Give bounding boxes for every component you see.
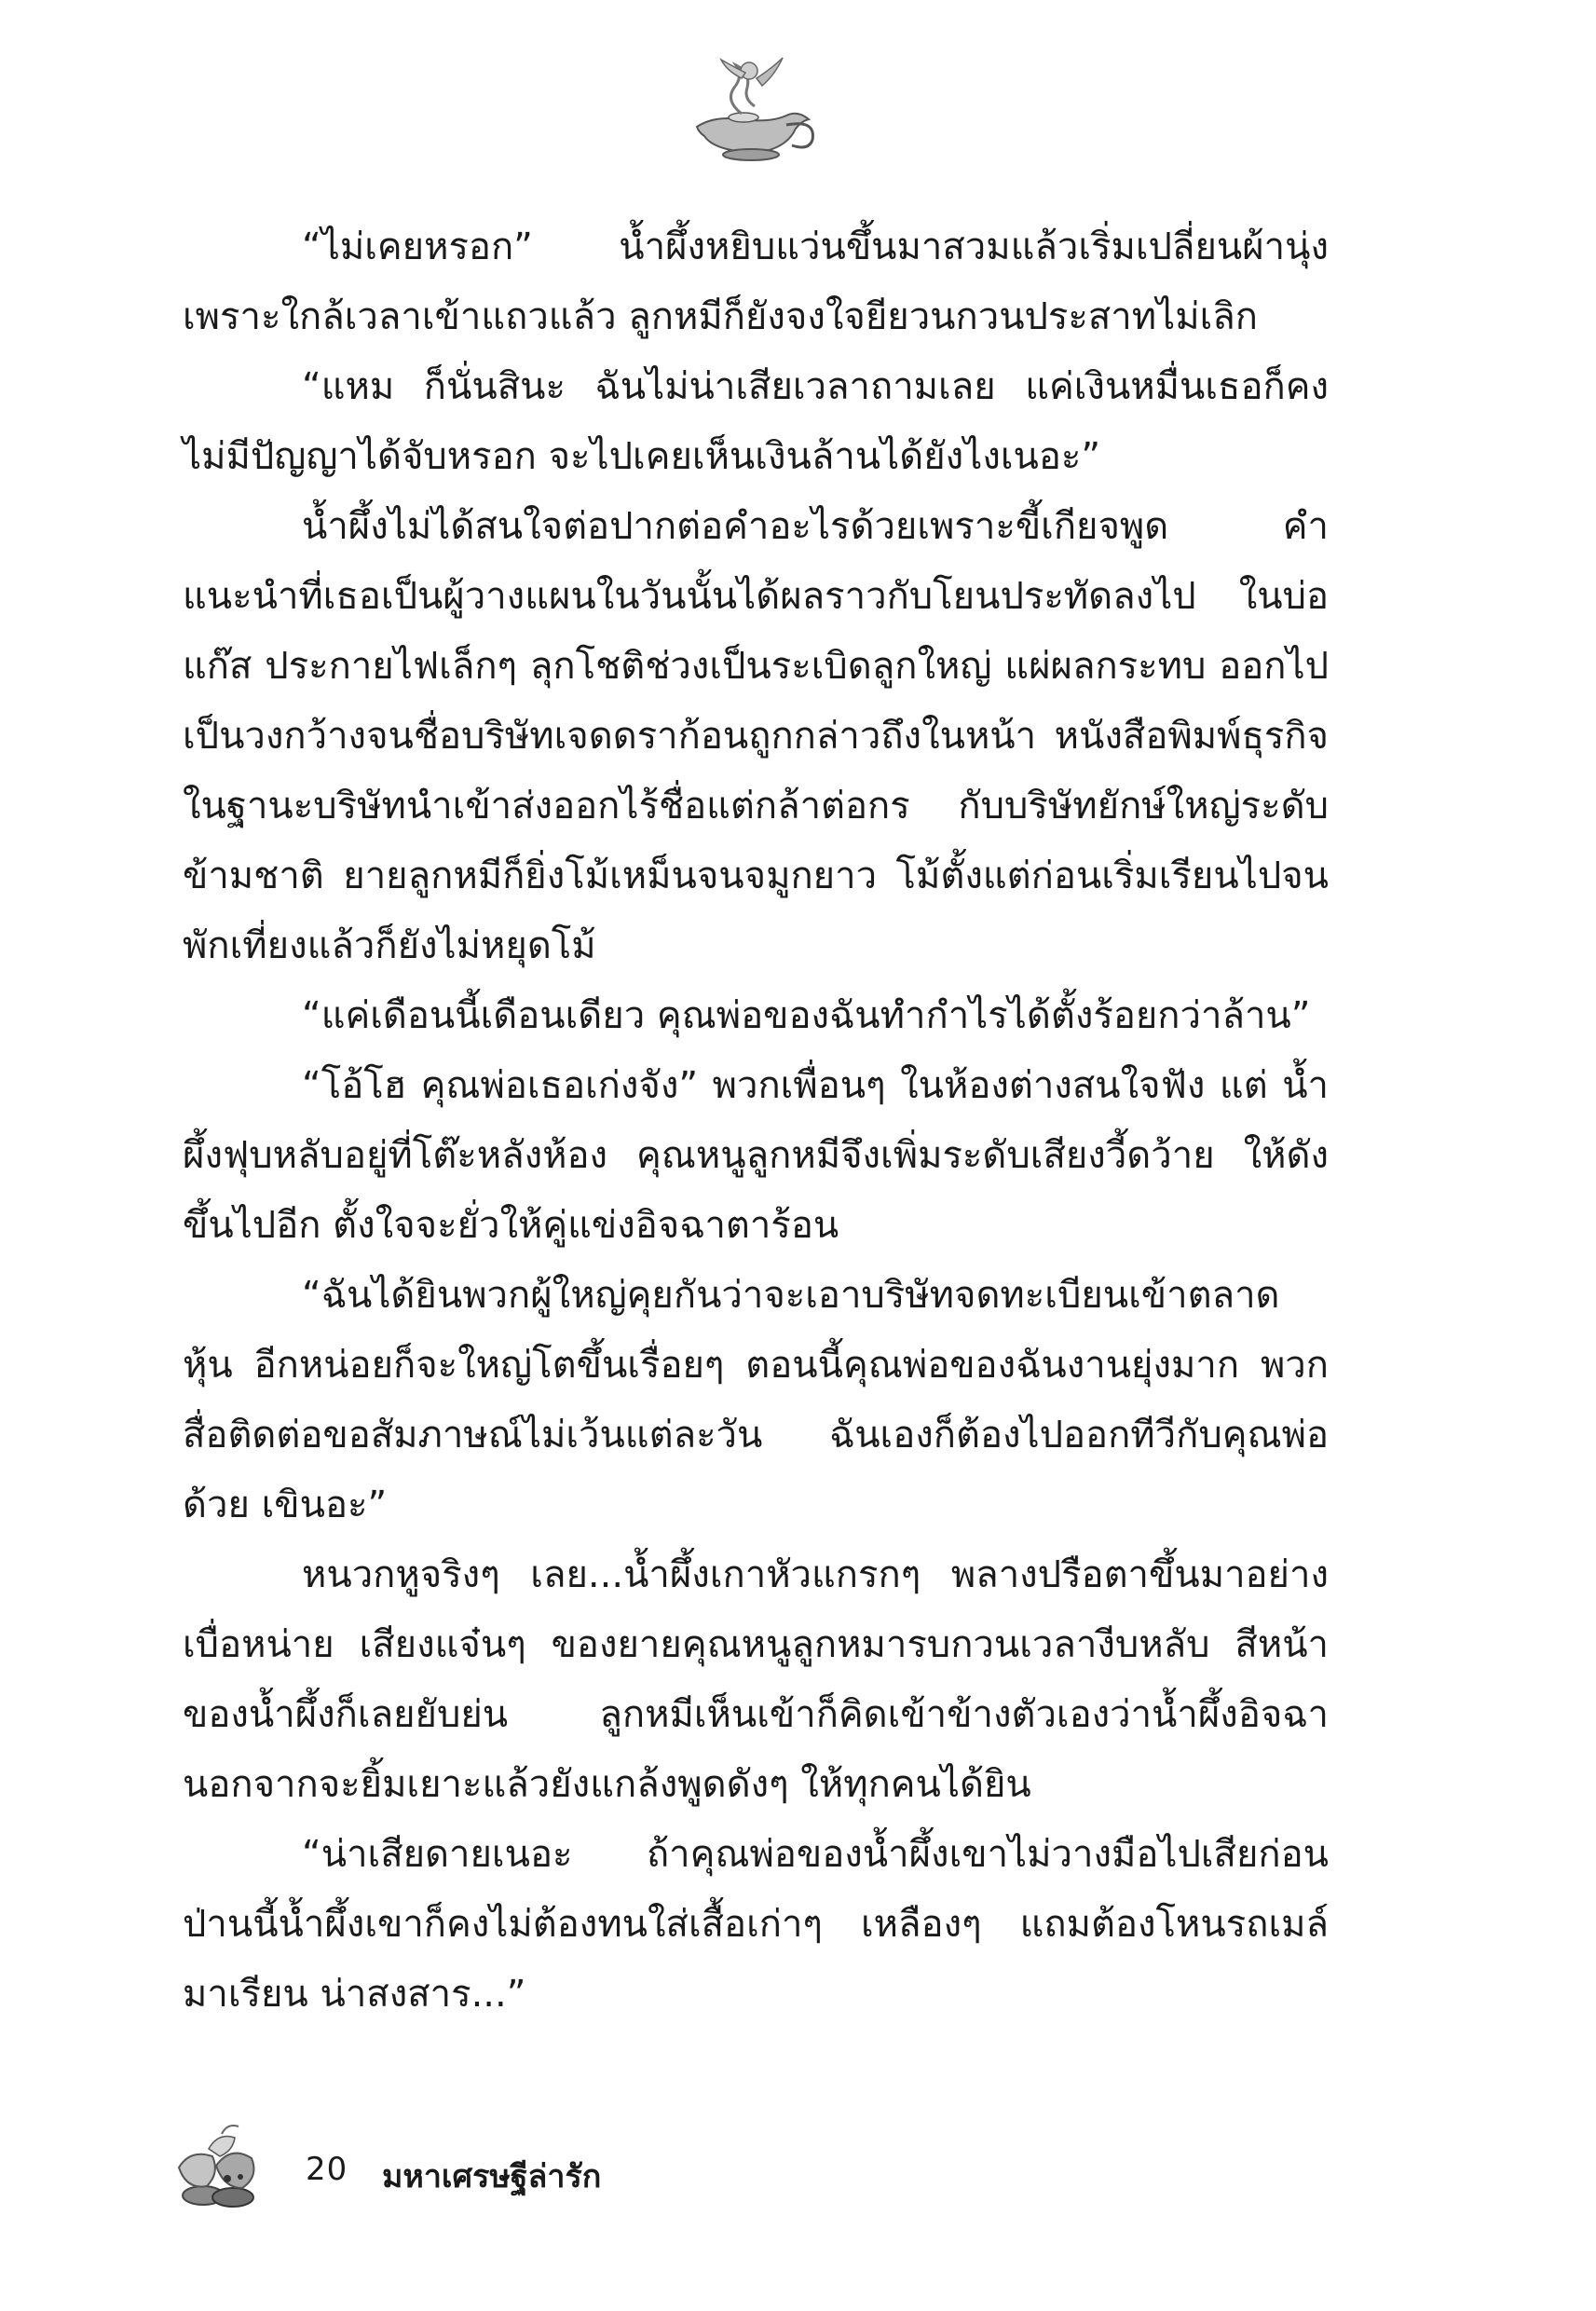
paragraph: “ไม่เคยหรอก” น้ำผึ้งหยิบแว่นขึ้นมาสวมแล้วเริ่มเปลี่ยนผ้านุ่ง เพราะใกล้เวลาเข้าแถวแล้ว ลูกหมีก็ยังจงใจยียวนกวนประสาทไม่เลิก	[183, 226, 1329, 338]
paragraph: “ฉันได้ยินพวกผู้ใหญ่คุยกันว่าจะเอาบริษัทจดทะเบียนเข้าตลาดหุ้น อีกหน่อยก็จะใหญ่โตขึ้นเรื่อยๆ ตอนนี้คุณพ่อของฉันงานยุ่งมาก พวก สื่อติดต่อขอสัมภาษณ์ไม่เว้นแต่ละวัน ฉันเองก็ต้องไปออกทีวีกับคุณพ่อ ด้วย เขินอะ”	[183, 1274, 1329, 1526]
page-footer	[166, 2112, 911, 2214]
paragraph: หนวกหูจริงๆ เลย...น้ำผึ้งเกาหัวแกรกๆ พลางปรือตาขึ้นมาอย่าง เบื่อหน่าย เสียงแจ๋นๆ ของยายคุณหนูลูกหมารบกวนเวลางีบหลับ สีหน้า ของน้ำผึ้งก็เลยยับย่น ลูกหมีเห็นเข้าก็คิดเข้าข้างตัวเองว่าน้ำผึ้งอิจฉา นอกจากจะยิ้มเยาะแล้วยังแกล้งพูดดังๆ ให้ทุกคนได้ยิน	[183, 1553, 1329, 1806]
paragraph: “แหม ก็นั่นสินะ ฉันไม่น่าเสียเวลาถามเลย แค่เงินหมื่นเธอก็คง ไม่มีปัญญาได้จับหรอก จะไปเคยเห็นเงินล้านได้ยังไงเนอะ”	[183, 365, 1329, 478]
book-title: มหาเศรษฐีล่ารัก	[382, 2158, 602, 2195]
paragraph: น้ำผึ้งไม่ได้สนใจต่อปากต่อคำอะไรด้วยเพราะขี้เกียจพูด คำแนะนำที่เธอเป็นผู้วางแผนในวันนั้นได้ผลราวกับโยนประทัดลงไป ในบ่อแก๊ส ประกายไฟเล็กๆ ลุกโชติช่วงเป็นระเบิดลูกใหญ่ แผ่ผลกระทบ ออกไปเป็นวงกว้างจนชื่อบริษัทเจดดราก้อนถูกกล่าวถึงในหน้า หนังสือพิมพ์ธุรกิจ ในฐานะบริษัทนำเข้าส่งออกไร้ชื่อแต่กล้าต่อกร กับบริษัทยักษ์ใหญ่ระดับข้ามชาติ ยายลูกหมีก็ยิ่งโม้เหม็นจนจมูกยาว โม้ตั้งแต่ก่อนเริ่มเรียนไปจนพักเที่ยงแล้วก็ยังไม่หยุดโม้	[183, 505, 1329, 967]
paragraph: “น่าเสียดายเนอะ ถ้าคุณพ่อของน้ำผึ้งเขาไม่วางมือไปเสียก่อน ป่านนี้น้ำผึ้งเขาก็คงไม่ต้องทนใส่เสื้อเก่าๆ เหลืองๆ แถมต้องโหนรถเมล์ มาเรียน น่าสงสาร...”	[183, 1833, 1329, 2016]
genie-lamp-icon	[676, 54, 825, 166]
paragraph: “แค่เดือนนี้เดือนเดียว คุณพ่อของฉันทำกำไรได้ตั้งร้อยกว่าล้าน”	[302, 994, 1311, 1037]
body-text	[183, 212, 1329, 2030]
teacup-ornament-icon	[166, 2112, 268, 2214]
paragraph: “โอ้โฮ คุณพ่อเธอเก่งจัง” พวกเพื่อนๆ ในห้องต่างสนใจฟัง แต่ น้ำผึ้งฟุบหลับอยู่ที่โต๊ะหลังห้อง คุณหนูลูกหมีจึงเพิ่มระดับเสียงวี้ดว้าย ให้ดังขึ้นไปอีก ตั้งใจจะยั่วให้คู่แข่งอิจฉาตาร้อน	[183, 1064, 1329, 1247]
page-number: 20	[306, 2151, 348, 2188]
